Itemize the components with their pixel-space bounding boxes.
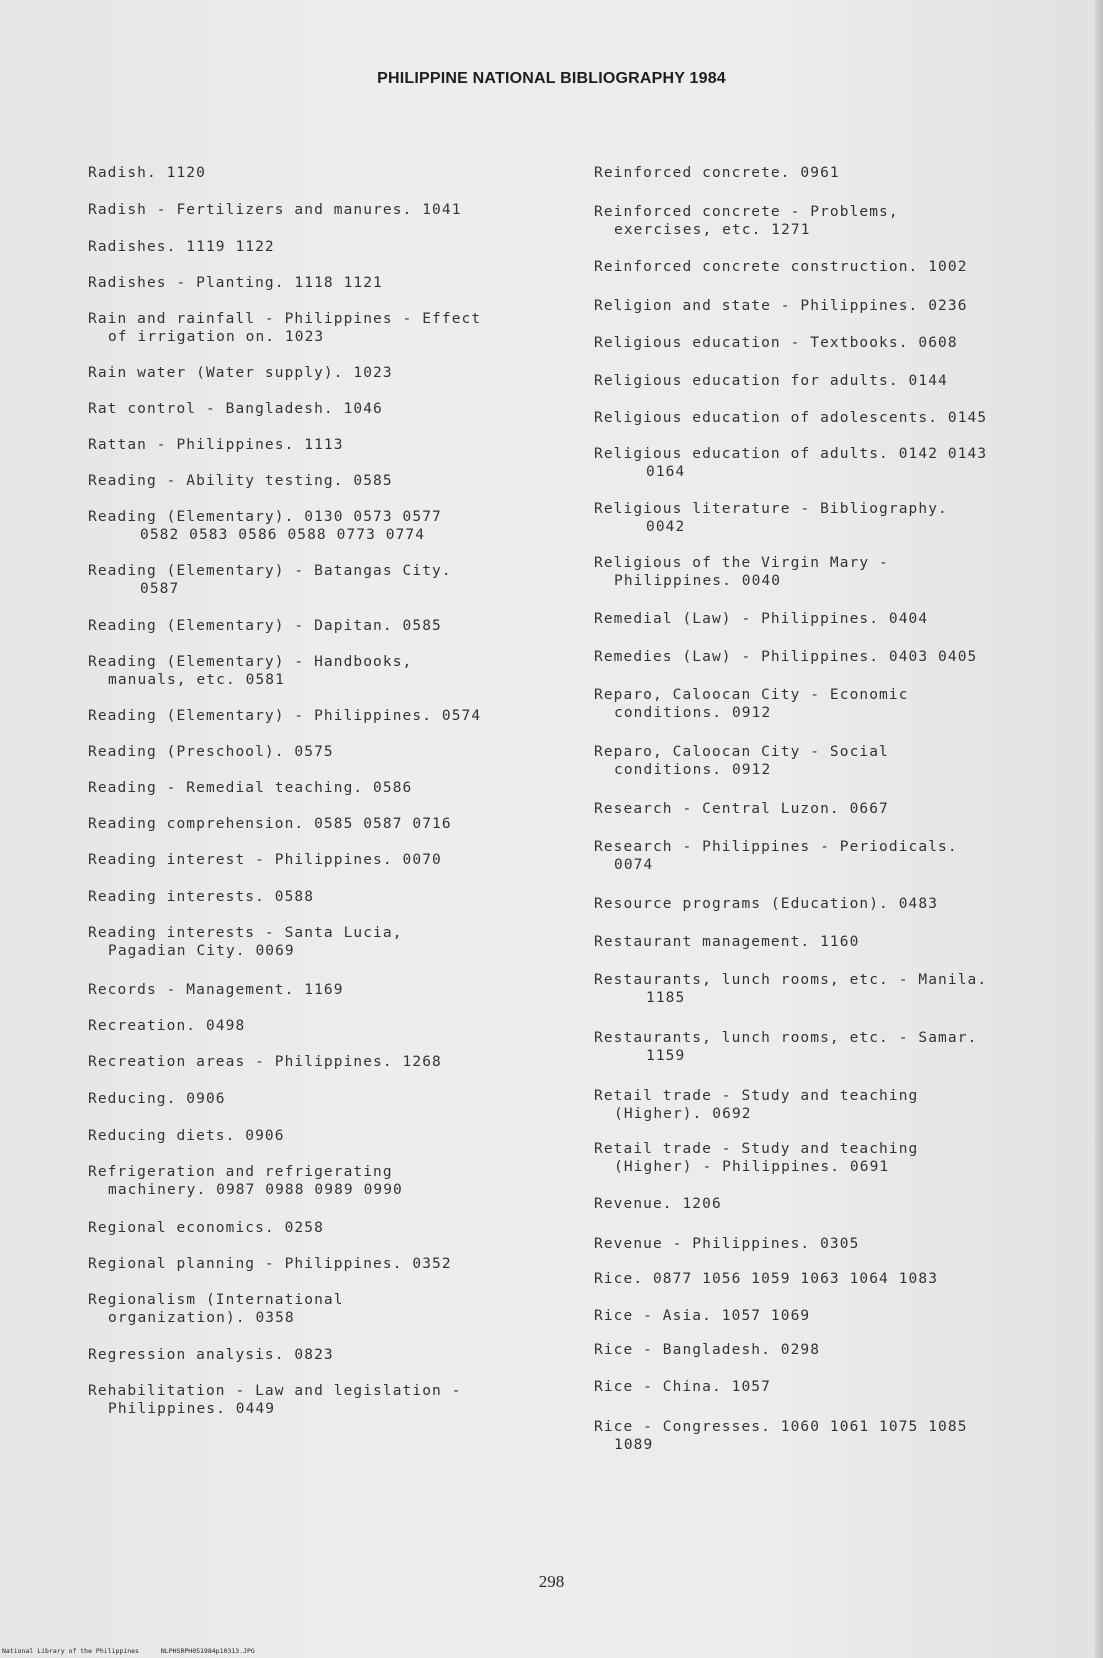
scan-footer	[2, 1647, 273, 1655]
index-entry-heading: Religious education for adults. 0144	[594, 373, 948, 389]
index-entry-heading: Reducing. 0906	[88, 1091, 226, 1107]
index-entry-heading: Resource programs (Education). 0483	[594, 896, 939, 912]
index-entry-continuation: manuals, etc. 0581	[108, 672, 285, 688]
index-entry	[594, 554, 889, 590]
index-entry	[88, 617, 442, 635]
index-entry	[88, 981, 344, 999]
index-entry-heading: Reading - Remedial teaching. 0586	[88, 780, 413, 796]
index-entry-heading: Reading - Ability testing. 0585	[88, 473, 393, 489]
index-entry-heading: Reading (Elementary) - Dapitan. 0585	[88, 618, 442, 634]
index-entry	[594, 500, 948, 536]
index-entry-heading: Reinforced concrete construction. 1002	[594, 259, 968, 275]
index-entry	[594, 297, 968, 315]
index-entry	[594, 686, 909, 722]
index-entry-heading: Religious of the Virgin Mary -	[594, 555, 889, 571]
index-entry	[594, 445, 987, 481]
index-entry	[594, 409, 987, 427]
index-entry	[88, 436, 344, 454]
index-entry-heading: Recreation. 0498	[88, 1018, 246, 1034]
index-entry-heading: Religious education - Textbooks. 0608	[594, 335, 958, 351]
index-entry	[594, 1195, 722, 1213]
index-entry-continuation: machinery. 0987 0988 0989 0990	[108, 1182, 403, 1198]
index-entry	[594, 203, 899, 239]
index-entry	[88, 1090, 226, 1108]
index-entry-heading: Reading comprehension. 0585 0587 0716	[88, 816, 452, 832]
index-entry-heading: Refrigeration and refrigerating	[88, 1164, 393, 1180]
index-entry-heading: Reinforced concrete. 0961	[594, 165, 840, 181]
index-entry	[88, 851, 442, 869]
index-entry-heading: Regional economics. 0258	[88, 1220, 324, 1236]
index-entry-heading: Reading (Elementary) - Handbooks,	[88, 654, 413, 670]
index-entry	[88, 238, 275, 256]
index-entry	[594, 1235, 859, 1253]
index-entry-heading: Radish - Fertilizers and manures. 1041	[88, 202, 462, 218]
footer-file: NLPHSRPH051984p10313.JPG	[160, 1647, 255, 1655]
index-entry-heading: Rat control - Bangladesh. 1046	[88, 401, 383, 417]
index-entry	[88, 1219, 324, 1237]
index-entry	[88, 924, 403, 960]
index-entry-continuation: 1185	[646, 990, 686, 1006]
index-entry	[88, 310, 481, 346]
index-entry-heading: Rain and rainfall - Philippines - Effect	[88, 311, 482, 327]
index-entry-continuation: (Higher) - Philippines. 0691	[614, 1159, 890, 1175]
index-entry-heading: Revenue. 1206	[594, 1196, 722, 1212]
index-entry-heading: Reading (Elementary). 0130 0573 0577	[88, 509, 442, 525]
index-entry-heading: Research - Philippines - Periodicals.	[594, 839, 958, 855]
index-entry-heading: Reducing diets. 0906	[88, 1128, 285, 1144]
index-entry-heading: Reparo, Caloocan City - Social	[594, 744, 889, 760]
index-entry-continuation: of irrigation on. 1023	[108, 329, 325, 345]
index-entry	[594, 1418, 968, 1454]
index-entry-heading: Radishes. 1119 1122	[88, 239, 275, 255]
index-entry-heading: Restaurants, lunch rooms, etc. - Samar.	[594, 1030, 978, 1046]
index-entry	[88, 743, 334, 761]
index-entry-continuation: 0582 0583 0586 0588 0773 0774	[140, 527, 426, 543]
index-entry-continuation: conditions. 0912	[614, 762, 772, 778]
index-entry	[88, 1291, 344, 1327]
index-entry-continuation: 0587	[140, 581, 180, 597]
index-entry-heading: Rice - Bangladesh. 0298	[594, 1342, 821, 1358]
index-entry-heading: Remedial (Law) - Philippines. 0404	[594, 611, 929, 627]
index-entry	[594, 800, 889, 818]
index-entry	[88, 472, 393, 490]
index-entry	[88, 1163, 403, 1199]
index-entry	[88, 201, 462, 219]
index-entry-heading: Religious literature - Bibliography.	[594, 501, 948, 517]
index-entry-heading: Rattan - Philippines. 1113	[88, 437, 344, 453]
index-entry-heading: Reinforced concrete - Problems,	[594, 204, 899, 220]
index-entry	[594, 372, 948, 390]
index-entry	[594, 838, 958, 874]
index-entry-heading: Reparo, Caloocan City - Economic	[594, 687, 909, 703]
index-entry	[594, 334, 958, 352]
index-entry	[594, 648, 977, 666]
index-entry	[594, 933, 859, 951]
footer-library: National Library of the Philippines	[2, 1647, 139, 1655]
index-entry-continuation: 0042	[646, 519, 686, 535]
index-entry-heading: Rice. 0877 1056 1059 1063 1064 1083	[594, 1271, 939, 1287]
index-entry	[594, 971, 987, 1007]
index-entry-continuation: (Higher). 0692	[614, 1106, 752, 1122]
index-entry-continuation: organization). 0358	[108, 1310, 295, 1326]
index-entry-heading: Rehabilitation - Law and legislation -	[88, 1383, 462, 1399]
index-entry-heading: Remedies (Law) - Philippines. 0403 0405	[594, 649, 978, 665]
index-entry	[594, 1307, 810, 1325]
index-entry-heading: Retail trade - Study and teaching	[594, 1088, 919, 1104]
index-entry-heading: Reading interests - Santa Lucia,	[88, 925, 403, 941]
index-entry	[88, 815, 452, 833]
index-entry-continuation: 1089	[614, 1437, 654, 1453]
page-title: PHILIPPINE NATIONAL BIBLIOGRAPHY 1984	[377, 70, 726, 87]
page-edge-shadow	[1095, 0, 1103, 1658]
index-entry-continuation: exercises, etc. 1271	[614, 222, 811, 238]
index-entry-heading: Reading interest - Philippines. 0070	[88, 852, 442, 868]
index-entry-heading: Recreation areas - Philippines. 1268	[88, 1054, 442, 1070]
index-entry	[88, 1017, 245, 1035]
index-entry-heading: Radishes - Planting. 1118 1121	[88, 275, 383, 291]
index-entry-heading: Research - Central Luzon. 0667	[594, 801, 889, 817]
index-entry	[88, 779, 412, 797]
index-entry	[88, 364, 393, 382]
index-entry	[594, 1087, 918, 1123]
index-entry	[88, 1255, 452, 1273]
index-entry-heading: Regionalism (International	[88, 1292, 344, 1308]
index-entry	[594, 258, 968, 276]
index-entry	[594, 1270, 938, 1288]
index-entry-heading: Reading (Elementary) - Batangas City.	[88, 563, 452, 579]
index-entry	[88, 274, 383, 292]
index-entry-heading: Rice - Congresses. 1060 1061 1075 1085	[594, 1419, 968, 1435]
index-entry	[88, 400, 383, 418]
index-entry	[594, 1140, 918, 1176]
index-entry-continuation: 1159	[646, 1048, 686, 1064]
index-entry	[594, 1341, 820, 1359]
index-entry	[594, 743, 889, 779]
index-entry	[88, 1382, 462, 1418]
index-entry-heading: Rice - China. 1057	[594, 1379, 771, 1395]
index-entry-heading: Religious education of adolescents. 0145	[594, 410, 988, 426]
index-entry	[88, 707, 481, 725]
index-entry-continuation: Pagadian City. 0069	[108, 943, 295, 959]
index-entry	[88, 562, 452, 598]
index-entry-heading: Reading (Preschool). 0575	[88, 744, 334, 760]
index-entry-continuation: 0164	[646, 464, 686, 480]
index-entry-heading: Rice - Asia. 1057 1069	[594, 1308, 811, 1324]
index-entry-continuation: Philippines. 0040	[614, 573, 782, 589]
index-entry	[88, 164, 206, 182]
index-entry-heading: Records - Management. 1169	[88, 982, 344, 998]
index-entry-heading: Reading interests. 0588	[88, 889, 315, 905]
index-entry-heading: Religious education of adults. 0142 0143	[594, 446, 988, 462]
index-entry-heading: Rain water (Water supply). 1023	[88, 365, 393, 381]
index-entry	[594, 1029, 977, 1065]
index-entry-heading: Radish. 1120	[88, 165, 206, 181]
index-entry-heading: Retail trade - Study and teaching	[594, 1141, 919, 1157]
index-entry-heading: Restaurants, lunch rooms, etc. - Manila.	[594, 972, 988, 988]
index-entry	[88, 1127, 285, 1145]
index-entry	[594, 895, 938, 913]
index-entry	[88, 1346, 334, 1364]
index-entry-continuation: Philippines. 0449	[108, 1401, 276, 1417]
page-number: 298	[538, 1572, 565, 1591]
index-entry-heading: Religion and state - Philippines. 0236	[594, 298, 968, 314]
index-entry	[594, 164, 840, 182]
index-entry	[88, 508, 442, 544]
index-entry	[88, 888, 314, 906]
index-entry-heading: Regression analysis. 0823	[88, 1347, 334, 1363]
index-entry-heading: Revenue - Philippines. 0305	[594, 1236, 860, 1252]
index-entry-continuation: 0074	[614, 857, 654, 873]
index-entry-heading: Regional planning - Philippines. 0352	[88, 1256, 452, 1272]
index-entry	[88, 653, 412, 689]
index-entry	[594, 1378, 771, 1396]
index-entry-heading: Reading (Elementary) - Philippines. 0574	[88, 708, 482, 724]
index-entry	[594, 610, 928, 628]
index-entry	[88, 1053, 442, 1071]
index-entry-heading: Restaurant management. 1160	[594, 934, 860, 950]
index-entry-continuation: conditions. 0912	[614, 705, 772, 721]
